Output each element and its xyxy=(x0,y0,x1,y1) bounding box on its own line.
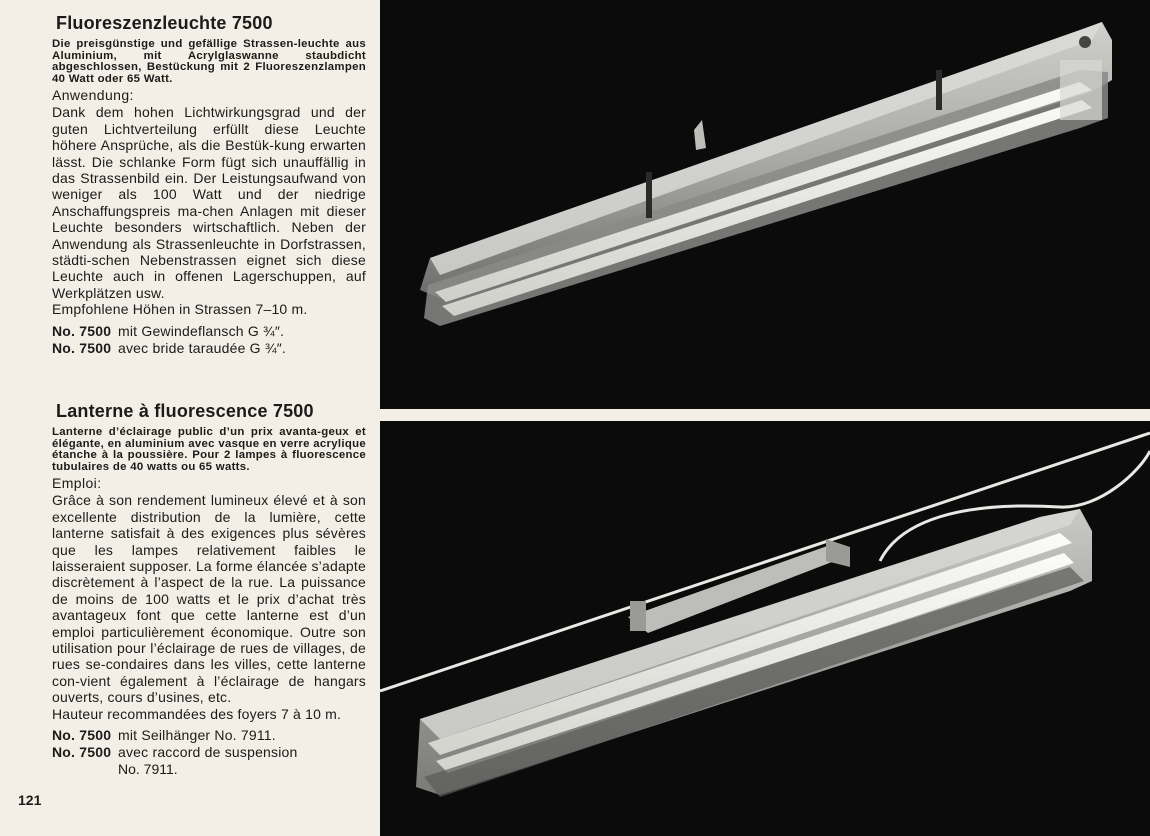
model-description: mit Seilhänger No. 7911. xyxy=(118,727,276,744)
model-number: No. 7500 xyxy=(52,339,112,356)
model-number: No. 7500 xyxy=(52,744,112,761)
section-title-de: Fluoreszenzleuchte 7500 xyxy=(56,13,273,33)
model-number: No. 7500 xyxy=(52,322,112,339)
model-line-1-fr xyxy=(52,727,366,744)
lead-paragraph-fr: Lanterne d’éclairage public d’un prix avanta-geux et élégante, en aluminium avec vasque en verre acrylique étanche à la poussière. Pour 2 lampes à fluorescence tubulaires de 40 watts ou 65 watts. xyxy=(52,426,366,473)
section-title-fr: Lanterne à fluorescence 7500 xyxy=(56,401,314,421)
suspended-luminaire-illustration xyxy=(380,421,1150,836)
recommended-heights-de: Empfohlene Höhen in Strassen 7–10 m. xyxy=(52,301,308,318)
model-number: No. 7500 xyxy=(52,727,112,744)
subhead-fr: Emploi: xyxy=(52,475,102,492)
product-photo-flange-mount xyxy=(380,0,1150,409)
page-number: 121 xyxy=(18,792,42,808)
body-paragraph-fr: Grâce à son rendement lumineux élevé et à son excellente distribution de la lumière, cette lanterne satisfait à des exigences plus sévères que les lampes relativement faibles le laisseraient supposer. La forme élancée s’adapte discrètement à l’aspect de la rue. La puissance de moins de 100 watts et le prix d’achat très avantageux font que cette lanterne est d’un emploi particulièrement économique. Outre son utilisation pour l’éclairage de rues de villages, de rues se-condaires dans les villes, cette lanterne con-vient également à l’éclairage de hangars ouverts, cours d’usines, etc. xyxy=(52,492,366,706)
model-line-2-fr xyxy=(52,744,366,761)
model-line-2-de xyxy=(52,340,366,357)
model-description: avec raccord de suspension xyxy=(118,744,298,761)
model-description: mit Gewindeflansch G ¾″. xyxy=(118,322,285,339)
fluorescent-luminaire-illustration xyxy=(380,0,1150,409)
body-paragraph-de: Dank dem hohen Lichtwirkungsgrad und der guten Lichtverteilung erfüllt diese Leuchte höhere Ansprüche, als die Bestük-kung erwarten lässt. Die schlanke Form fügt sich unauffällig in das Strassenbild ein. Der Leistungsaufwand von weniger als 100 Watt und der niedrige Anschaffungspreis ma-chen Anlagen mit dieser Leuchte besonders wirtschaftlich. Neben der Anwendung als Strassenleuchte in Dorfstrassen, städti-schen Nebenstrassen eignet sich diese Leuchte auch in offenen Lagerschuppen, auf Werkplätzen usw. xyxy=(52,104,366,301)
model-line-1-de xyxy=(52,323,366,340)
section-german xyxy=(52,12,366,357)
model-description: avec bride taraudée G ¾″. xyxy=(118,339,286,356)
section-french xyxy=(52,400,366,777)
product-photo-cable-suspension xyxy=(380,421,1150,836)
recommended-heights-fr: Hauteur recommandées des foyers 7 à 10 m. xyxy=(52,705,342,722)
lead-paragraph-de: Die preisgünstige und gefällige Strassen-leuchte aus Aluminium, mit Acrylglaswanne staubdicht abgeschlossen, Bestückung mit 2 Fluoreszenzlampen 40 Watt oder 65 Watt. xyxy=(52,38,366,85)
photo-divider xyxy=(380,409,1150,421)
model-description-continued: No. 7911. xyxy=(118,761,178,778)
subhead-de: Anwendung: xyxy=(52,87,134,104)
